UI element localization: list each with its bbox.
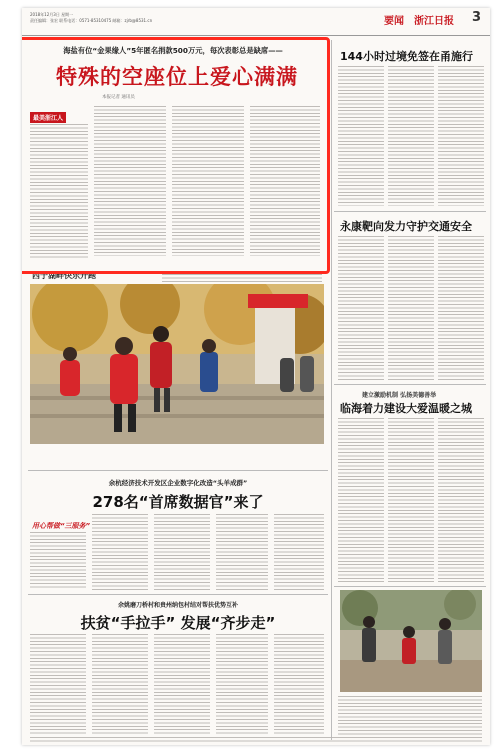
poverty-story-headline: 扶贫“手拉手” 发展“齐步走” bbox=[80, 614, 276, 632]
body-text-block bbox=[92, 634, 148, 734]
photo-illustration bbox=[30, 284, 324, 444]
data-story-kicker: 余杭经济技术开发区企业数字化改造“头羊成群” bbox=[108, 479, 248, 487]
story2-headline: 永康靶向发力守护交通安全 bbox=[340, 220, 472, 233]
date-line: 2018年12月3日 星期一 bbox=[30, 12, 74, 17]
story3-headline: 临海着力建设大爱温暖之城 bbox=[340, 402, 472, 415]
page-number: 3 bbox=[472, 10, 482, 25]
caption-text bbox=[162, 274, 322, 282]
lead-headline: 特殊的空座位上爱心满满 bbox=[56, 65, 298, 89]
story-divider bbox=[334, 586, 486, 587]
poverty-story-kicker: 余姚磨刀桥村和贵州纳包村结对帮扶优势互补 bbox=[117, 602, 238, 609]
editor-line: 责任编辑：张宏 联系电话：0571-85310475 邮箱：zjrb@8531.cn bbox=[30, 18, 153, 23]
column-label: 用心帮做“三服务” bbox=[32, 522, 91, 530]
body-text-block bbox=[438, 236, 484, 380]
body-text-block bbox=[338, 236, 384, 380]
body-text-block bbox=[30, 634, 86, 734]
running-kids-photo bbox=[30, 284, 324, 444]
story3-kicker: 建立激励机制 弘扬美德善举 bbox=[362, 392, 437, 399]
body-text-block bbox=[438, 418, 484, 582]
body-text-block bbox=[154, 514, 210, 590]
body-text-block bbox=[338, 66, 384, 206]
body-text-block bbox=[388, 66, 434, 206]
village-workers-photo bbox=[340, 590, 482, 692]
body-text-block bbox=[388, 236, 434, 380]
body-text-block bbox=[274, 514, 324, 590]
section-label: 要闻 bbox=[384, 16, 404, 27]
story-divider bbox=[28, 470, 328, 471]
lead-kicker: 海盐有位“金果缘人”5年匿名捐款500万元，每次表彰总是缺席—— bbox=[63, 46, 283, 55]
body-text-block bbox=[274, 634, 324, 734]
story1-headline: 144小时过境免签在甬施行 bbox=[340, 50, 473, 63]
caption-text bbox=[338, 696, 482, 736]
story-divider bbox=[334, 211, 486, 212]
body-text-block bbox=[216, 514, 268, 590]
footer-text bbox=[30, 737, 482, 742]
column-divider bbox=[331, 40, 332, 740]
body-text-block bbox=[216, 634, 268, 734]
photo-illustration bbox=[340, 590, 482, 692]
paper-name: 浙江日报 bbox=[414, 16, 454, 27]
newspaper-page bbox=[22, 8, 490, 745]
body-text-block bbox=[438, 66, 484, 206]
data-story-headline: 278名“首席数据官”来了 bbox=[92, 493, 264, 511]
lead-column-tag: 最美浙江人 bbox=[30, 112, 66, 123]
body-text-block bbox=[388, 418, 434, 582]
body-text-block bbox=[154, 634, 210, 734]
highlight-frame bbox=[22, 37, 330, 274]
story-divider bbox=[334, 384, 486, 385]
masthead bbox=[22, 8, 490, 36]
photo-headline: 西子湖畔快乐开跑 bbox=[32, 271, 96, 280]
body-text-block bbox=[30, 532, 86, 590]
body-text-block bbox=[338, 418, 384, 582]
lead-byline: 本报记者 通讯员 bbox=[102, 95, 135, 100]
body-text-block bbox=[92, 514, 148, 590]
story-divider bbox=[28, 594, 328, 595]
